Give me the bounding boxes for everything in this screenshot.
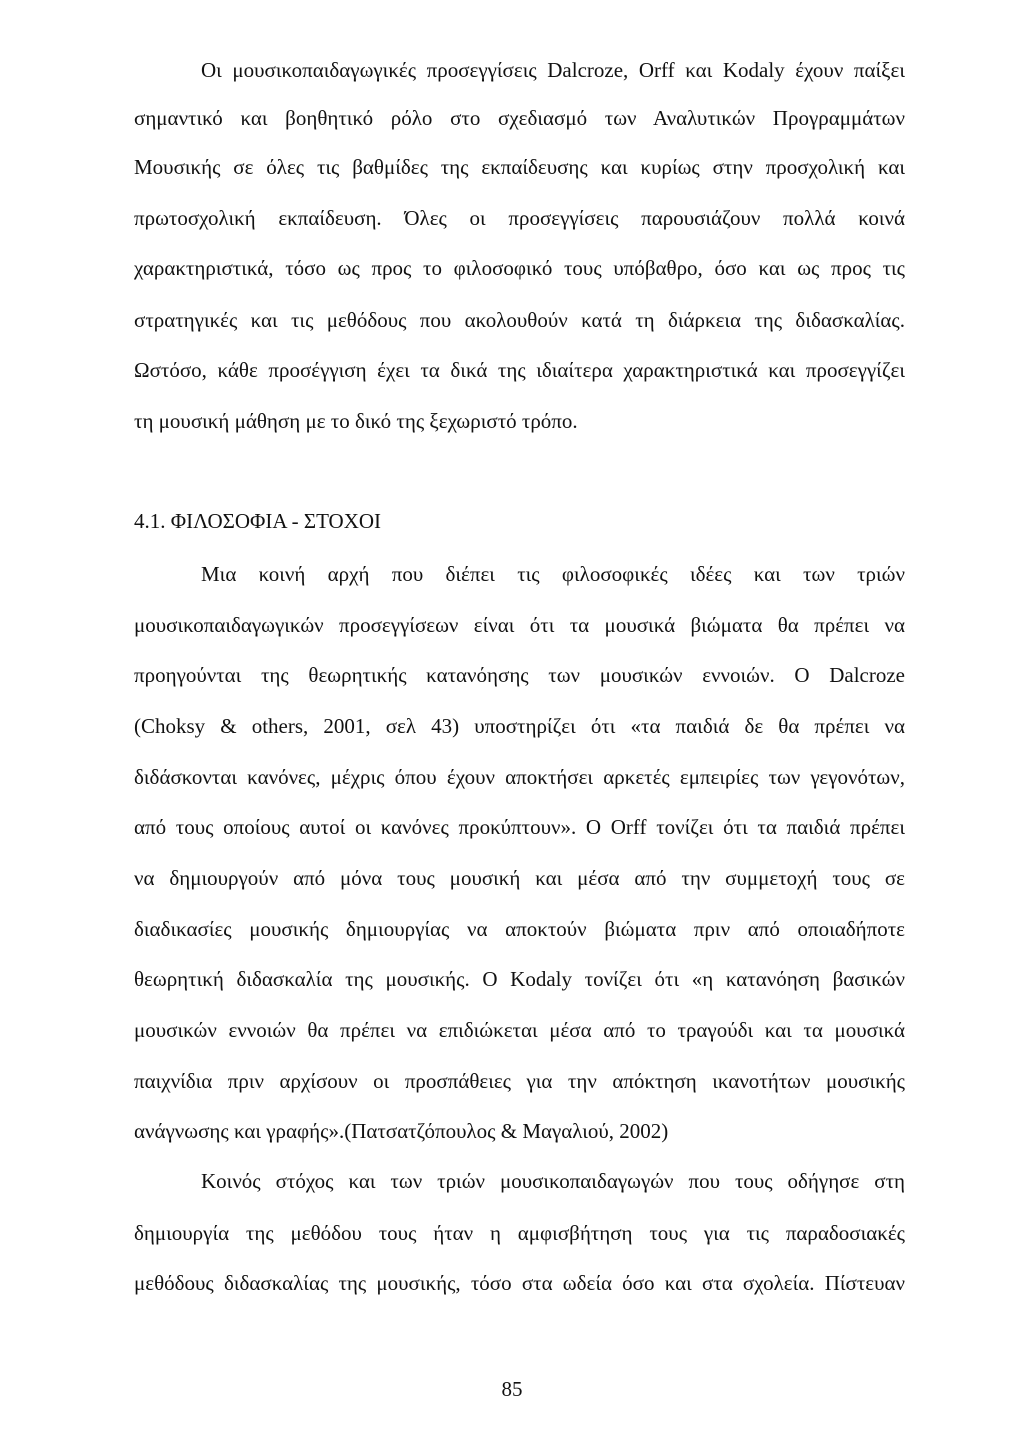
text-line: παιχνίδια πριν αρχίσουν οι προσπάθειες για την απόκτηση ικανοτήτων μουσικής (134, 1069, 905, 1093)
text-line: χαρακτηριστικά, τόσο ως προς το φιλοσοφικό τους υπόβαθρο, όσο και ως προς τις (134, 256, 905, 280)
text-line: μουσικοπαιδαγωγικών προσεγγίσεων είναι ότι τα μουσικά βιώματα θα πρέπει να (134, 613, 905, 637)
text-line: τη μουσική μάθηση με το δικό της ξεχωριστό τρόπο. (134, 409, 578, 433)
text-line: Μια κοινή αρχή που διέπει τις φιλοσοφικές ιδέες και των τριών (201, 562, 905, 586)
section-heading: 4.1. ΦΙΛΟΣΟΦΙΑ - ΣΤΟΧΟΙ (134, 509, 382, 533)
text-line: Μουσικής σε όλες τις βαθμίδες της εκπαίδευσης και κυρίως στην προσχολική και (134, 155, 905, 179)
text-line: Ωστόσο, κάθε προσέγγιση έχει τα δικά της ιδιαίτερα χαρακτηριστικά και προσεγγίζει (134, 358, 905, 382)
text-line: στρατηγικές και τις μεθόδους που ακολουθούν κατά τη διάρκεια της διδασκαλίας. (134, 308, 905, 332)
text-line: Κοινός στόχος και των τριών μουσικοπαιδαγωγών που τους οδήγησε στη (201, 1169, 905, 1193)
text-line: δημιουργία της μεθόδου τους ήταν η αμφισβήτηση τους για τις παραδοσιακές (134, 1221, 905, 1245)
text-line: προηγούνται της θεωρητικής κατανόησης των μουσικών εννοιών. Ο Dalcroze (134, 663, 905, 687)
text-line: από τους οποίους αυτοί οι κανόνες προκύπτουν». Ο Orff τονίζει ότι τα παιδιά πρέπει (134, 815, 905, 839)
text-line: να δημιουργούν από μόνα τους μουσική και μέσα από την συμμετοχή τους σε (134, 866, 905, 890)
text-line: διδάσκονται κανόνες, μέχρις όπου έχουν αποκτήσει αρκετές εμπειρίες των γεγονότων, (134, 765, 905, 789)
text-line: μεθόδους διδασκαλίας της μουσικής, τόσο στα ωδεία όσο και στα σχολεία. Πίστευαν (134, 1271, 905, 1295)
text-line: θεωρητική διδασκαλία της μουσικής. Ο Kodaly τονίζει ότι «η κατανόηση βασικών (134, 967, 905, 991)
text-line: μουσικών εννοιών θα πρέπει να επιδιώκεται μέσα από το τραγούδι και τα μουσικά (134, 1018, 905, 1042)
text-line: (Choksy & others, 2001, σελ 43) υποστηρίζει ότι «τα παιδιά δε θα πρέπει να (134, 714, 905, 738)
text-line: Οι μουσικοπαιδαγωγικές προσεγγίσεις Dalcroze, Orff και Kodaly έχουν παίξει (201, 58, 905, 82)
text-line: ανάγνωσης και γραφής».(Πατσατζόπουλος & Μαγαλιού, 2002) (134, 1119, 669, 1143)
page-number: 85 (501, 1377, 523, 1401)
text-line: διαδικασίες μουσικής δημιουργίας να αποκτούν βιώματα πριν από οποιαδήποτε (134, 917, 905, 941)
text-line: σημαντικό και βοηθητικό ρόλο στο σχεδιασμό των Αναλυτικών Προγραμμάτων (134, 106, 905, 130)
text-line: πρωτοσχολική εκπαίδευση. Όλες οι προσεγγίσεις παρουσιάζουν πολλά κοινά (134, 206, 905, 230)
